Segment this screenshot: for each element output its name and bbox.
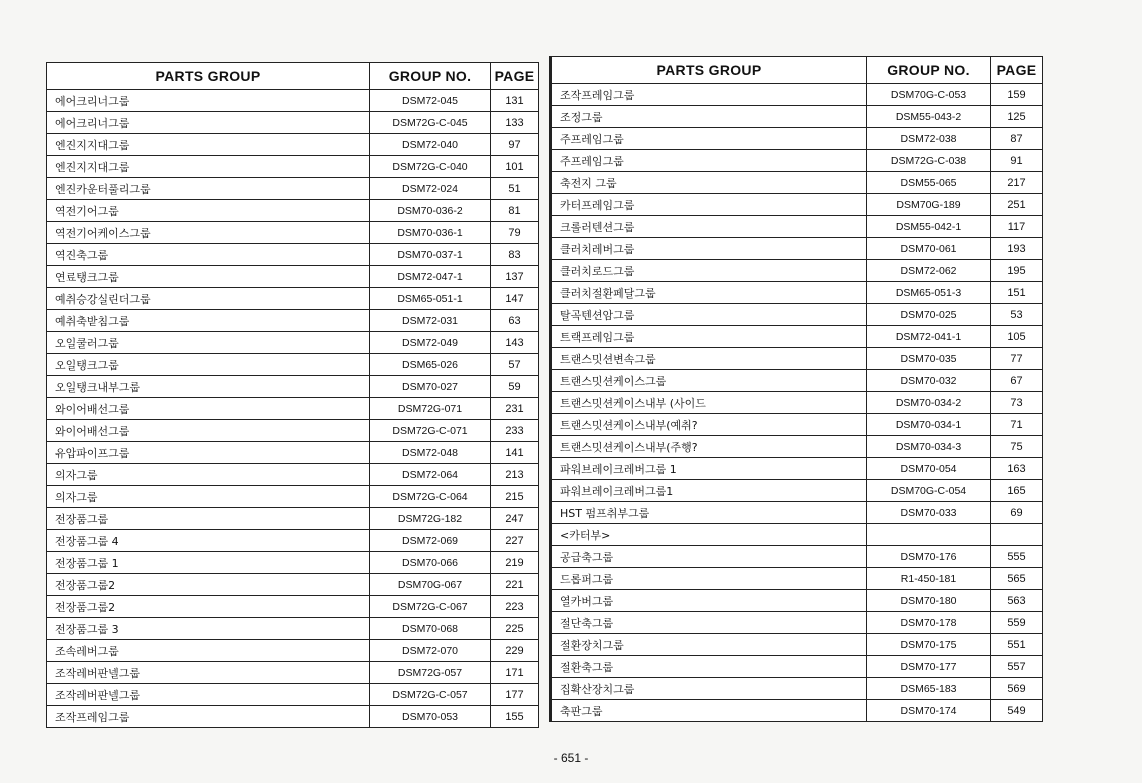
group-no-cell: DSM72G-071 bbox=[370, 398, 491, 420]
page-cell: 565 bbox=[991, 568, 1043, 590]
table-row bbox=[47, 442, 539, 464]
table-row bbox=[47, 530, 539, 552]
parts-group-cell: 전장품그룹 3 bbox=[47, 618, 370, 640]
page-cell: 117 bbox=[991, 216, 1043, 238]
parts-group-cell: 축판그룹 bbox=[551, 700, 867, 722]
group-no-cell: DSM70-053 bbox=[370, 706, 491, 728]
table-row bbox=[551, 458, 1043, 480]
group-no-cell: DSM65-026 bbox=[370, 354, 491, 376]
parts-group-cell: 조작프레임그룹 bbox=[551, 84, 867, 106]
page-cell: 247 bbox=[491, 508, 539, 530]
parts-group-cell: 주프레임그룹 bbox=[551, 128, 867, 150]
page-cell: 97 bbox=[491, 134, 539, 156]
table-row bbox=[47, 662, 539, 684]
parts-group-cell: 엔진지지대그룹 bbox=[47, 134, 370, 156]
parts-group-cell: 절환축그룹 bbox=[551, 656, 867, 678]
parts-group-cell: 엔진카운터풀리그룹 bbox=[47, 178, 370, 200]
page-cell: 69 bbox=[991, 502, 1043, 524]
parts-group-cell: 클러치절환페달그룹 bbox=[551, 282, 867, 304]
parts-group-cell: HST 펌프취부그룹 bbox=[551, 502, 867, 524]
page-cell: 141 bbox=[491, 442, 539, 464]
parts-group-cell: 오일탱크그룹 bbox=[47, 354, 370, 376]
parts-group-cell: 드롭퍼그룹 bbox=[551, 568, 867, 590]
parts-group-cell: 트랜스밋션케이스내부(예취? bbox=[551, 414, 867, 436]
page-cell: 557 bbox=[991, 656, 1043, 678]
parts-group-cell: 파워브레이크레버그룹1 bbox=[551, 480, 867, 502]
table-row bbox=[551, 590, 1043, 612]
parts-group-cell: 의자그룹 bbox=[47, 464, 370, 486]
page-cell: 213 bbox=[491, 464, 539, 486]
group-no-cell: DSM70-032 bbox=[867, 370, 991, 392]
table-body bbox=[551, 84, 1043, 722]
group-no-cell: DSM70-036-1 bbox=[370, 222, 491, 244]
table-row bbox=[47, 310, 539, 332]
table-row bbox=[551, 656, 1043, 678]
group-no-cell: DSM72-069 bbox=[370, 530, 491, 552]
page-cell: 101 bbox=[491, 156, 539, 178]
table-row bbox=[47, 266, 539, 288]
group-no-cell: DSM72G-C-067 bbox=[370, 596, 491, 618]
group-no-cell: DSM72-070 bbox=[370, 640, 491, 662]
table-row bbox=[47, 112, 539, 134]
table-row bbox=[551, 194, 1043, 216]
parts-group-cell: 트랜스밋션케이스내부(주행? bbox=[551, 436, 867, 458]
group-no-cell: DSM70-176 bbox=[867, 546, 991, 568]
table-row bbox=[47, 596, 539, 618]
group-no-cell: DSM72-040 bbox=[370, 134, 491, 156]
parts-group-cell: 카터프레임그룹 bbox=[551, 194, 867, 216]
group-no-cell: DSM72-041-1 bbox=[867, 326, 991, 348]
parts-group-cell: 와이어배선그룹 bbox=[47, 420, 370, 442]
group-no-cell: DSM72-062 bbox=[867, 260, 991, 282]
group-no-cell bbox=[867, 524, 991, 546]
page-cell: 155 bbox=[491, 706, 539, 728]
page-cell: 51 bbox=[491, 178, 539, 200]
group-no-cell: DSM70-177 bbox=[867, 656, 991, 678]
page-cell: 217 bbox=[991, 172, 1043, 194]
page-cell: 83 bbox=[491, 244, 539, 266]
page-cell: 159 bbox=[991, 84, 1043, 106]
table-row bbox=[551, 106, 1043, 128]
group-no-cell: DSM70-175 bbox=[867, 634, 991, 656]
table-row bbox=[551, 216, 1043, 238]
table-row bbox=[551, 480, 1043, 502]
table-row bbox=[551, 502, 1043, 524]
table-row bbox=[47, 288, 539, 310]
parts-group-cell: 연료탱크그룹 bbox=[47, 266, 370, 288]
page-cell: 125 bbox=[991, 106, 1043, 128]
group-no-cell: DSM70-178 bbox=[867, 612, 991, 634]
group-no-cell: DSM70-068 bbox=[370, 618, 491, 640]
group-no-cell: DSM70G-C-054 bbox=[867, 480, 991, 502]
page-cell: 569 bbox=[991, 678, 1043, 700]
group-no-cell: DSM55-065 bbox=[867, 172, 991, 194]
page-cell: 79 bbox=[491, 222, 539, 244]
table-row bbox=[551, 128, 1043, 150]
parts-group-cell: 트랙프레임그룹 bbox=[551, 326, 867, 348]
group-no-cell: DSM70-027 bbox=[370, 376, 491, 398]
page-cell: 171 bbox=[491, 662, 539, 684]
table-row bbox=[47, 200, 539, 222]
table-row bbox=[551, 172, 1043, 194]
parts-group-cell: 오일탱크내부그룹 bbox=[47, 376, 370, 398]
parts-group-cell: 역진축그룹 bbox=[47, 244, 370, 266]
page-cell: 227 bbox=[491, 530, 539, 552]
table-row bbox=[551, 436, 1043, 458]
group-no-cell: DSM70G-067 bbox=[370, 574, 491, 596]
table-row bbox=[551, 370, 1043, 392]
table-row bbox=[551, 282, 1043, 304]
page-cell: 215 bbox=[491, 486, 539, 508]
page-cell: 67 bbox=[991, 370, 1043, 392]
page-cell: 87 bbox=[991, 128, 1043, 150]
page-cell: 133 bbox=[491, 112, 539, 134]
group-no-cell: DSM70-033 bbox=[867, 502, 991, 524]
group-no-cell: DSM72-064 bbox=[370, 464, 491, 486]
group-no-cell: DSM70-054 bbox=[867, 458, 991, 480]
parts-group-cell: 절환장치그룹 bbox=[551, 634, 867, 656]
parts-group-cell: 와이어배선그룹 bbox=[47, 398, 370, 420]
page-cell: 81 bbox=[491, 200, 539, 222]
table-header bbox=[47, 63, 539, 90]
table-row bbox=[47, 464, 539, 486]
parts-group-cell: 유압파이프그룹 bbox=[47, 442, 370, 464]
page-cell: 147 bbox=[491, 288, 539, 310]
page-cell: 165 bbox=[991, 480, 1043, 502]
group-no-cell: DSM70-034-2 bbox=[867, 392, 991, 414]
parts-group-cell: 트랜스밋션케이스그룹 bbox=[551, 370, 867, 392]
parts-group-cell: <카터부> bbox=[551, 524, 867, 546]
parts-group-cell: 공급축그룹 bbox=[551, 546, 867, 568]
parts-group-cell: 역전기어그룹 bbox=[47, 200, 370, 222]
page-cell: 137 bbox=[491, 266, 539, 288]
parts-group-cell: 전장품그룹2 bbox=[47, 574, 370, 596]
table-row bbox=[551, 700, 1043, 722]
page-cell: 219 bbox=[491, 552, 539, 574]
page-cell: 71 bbox=[991, 414, 1043, 436]
page-cell: 57 bbox=[491, 354, 539, 376]
table-row bbox=[551, 414, 1043, 436]
table-row bbox=[551, 546, 1043, 568]
group-no-cell: DSM70G-C-053 bbox=[867, 84, 991, 106]
page-cell: 225 bbox=[491, 618, 539, 640]
page-cell: 229 bbox=[491, 640, 539, 662]
header-parts-group: PARTS GROUP bbox=[551, 57, 867, 84]
page-cell: 59 bbox=[491, 376, 539, 398]
table-row bbox=[551, 568, 1043, 590]
table-row bbox=[47, 134, 539, 156]
table-row bbox=[47, 706, 539, 728]
header-page: PAGE bbox=[491, 63, 539, 90]
parts-group-cell: 열카버그룹 bbox=[551, 590, 867, 612]
table-row bbox=[47, 156, 539, 178]
page-cell: 177 bbox=[491, 684, 539, 706]
parts-group-cell: 파워브레이크레버그룹 1 bbox=[551, 458, 867, 480]
parts-group-cell: 조작레버판넬그룹 bbox=[47, 662, 370, 684]
group-no-cell: DSM70-180 bbox=[867, 590, 991, 612]
table-body bbox=[47, 90, 539, 728]
table-row bbox=[551, 238, 1043, 260]
table-row bbox=[551, 524, 1043, 546]
parts-group-cell: 클러치레버그룹 bbox=[551, 238, 867, 260]
table-row bbox=[551, 678, 1043, 700]
parts-group-cell: 조작레버판넬그룹 bbox=[47, 684, 370, 706]
parts-group-cell: 전장품그룹 bbox=[47, 508, 370, 530]
table-row bbox=[551, 260, 1043, 282]
group-no-cell: DSM72G-C-045 bbox=[370, 112, 491, 134]
table-row bbox=[47, 354, 539, 376]
page-cell: 233 bbox=[491, 420, 539, 442]
group-no-cell: DSM55-043-2 bbox=[867, 106, 991, 128]
parts-group-cell: 전장품그룹2 bbox=[47, 596, 370, 618]
page-cell: 91 bbox=[991, 150, 1043, 172]
group-no-cell: DSM72G-057 bbox=[370, 662, 491, 684]
header-page: PAGE bbox=[991, 57, 1043, 84]
table-row bbox=[47, 332, 539, 354]
group-no-cell: DSM72G-C-064 bbox=[370, 486, 491, 508]
group-no-cell: DSM70-174 bbox=[867, 700, 991, 722]
parts-table-left bbox=[46, 62, 539, 728]
page-cell: 195 bbox=[991, 260, 1043, 282]
page-cell: 251 bbox=[991, 194, 1043, 216]
group-no-cell: DSM72-048 bbox=[370, 442, 491, 464]
parts-group-cell: 의자그룹 bbox=[47, 486, 370, 508]
parts-group-cell: 절단축그룹 bbox=[551, 612, 867, 634]
group-no-cell: DSM70-025 bbox=[867, 304, 991, 326]
parts-group-cell: 엔진지지대그룹 bbox=[47, 156, 370, 178]
parts-table-right bbox=[549, 56, 1043, 722]
parts-group-cell: 역전기어케이스그룹 bbox=[47, 222, 370, 244]
page-cell: 221 bbox=[491, 574, 539, 596]
table-row bbox=[47, 244, 539, 266]
group-no-cell: DSM72G-C-038 bbox=[867, 150, 991, 172]
parts-group-cell: 트랜스밋션케이스내부 (사이드 bbox=[551, 392, 867, 414]
group-no-cell: DSM70-061 bbox=[867, 238, 991, 260]
parts-group-cell: 클러치로드그룹 bbox=[551, 260, 867, 282]
table-row bbox=[47, 618, 539, 640]
table-row bbox=[47, 508, 539, 530]
parts-group-cell: 조속레버그룹 bbox=[47, 640, 370, 662]
group-no-cell: R1-450-181 bbox=[867, 568, 991, 590]
table-row bbox=[551, 634, 1043, 656]
parts-group-cell: 조정그룹 bbox=[551, 106, 867, 128]
parts-group-cell: 탈곡텐션암그룹 bbox=[551, 304, 867, 326]
parts-group-cell: 에어크리너그룹 bbox=[47, 90, 370, 112]
parts-group-cell: 전장품그룹 1 bbox=[47, 552, 370, 574]
group-no-cell: DSM72-047-1 bbox=[370, 266, 491, 288]
group-no-cell: DSM70-036-2 bbox=[370, 200, 491, 222]
parts-group-cell: 크롤러텐션그룹 bbox=[551, 216, 867, 238]
table-row bbox=[551, 348, 1043, 370]
page-cell: 53 bbox=[991, 304, 1043, 326]
group-no-cell: DSM70-035 bbox=[867, 348, 991, 370]
table-row bbox=[551, 326, 1043, 348]
page-cell: 549 bbox=[991, 700, 1043, 722]
parts-group-cell: 조작프레임그룹 bbox=[47, 706, 370, 728]
group-no-cell: DSM55-042-1 bbox=[867, 216, 991, 238]
page-cell: 193 bbox=[991, 238, 1043, 260]
page-cell: 77 bbox=[991, 348, 1043, 370]
page-cell: 231 bbox=[491, 398, 539, 420]
page-cell: 143 bbox=[491, 332, 539, 354]
table-row bbox=[47, 222, 539, 244]
table-row bbox=[47, 178, 539, 200]
table-row bbox=[47, 574, 539, 596]
group-no-cell: DSM70-034-1 bbox=[867, 414, 991, 436]
group-no-cell: DSM72-024 bbox=[370, 178, 491, 200]
page-cell: 75 bbox=[991, 436, 1043, 458]
group-no-cell: DSM72-038 bbox=[867, 128, 991, 150]
parts-group-cell: 예취축받침그룹 bbox=[47, 310, 370, 332]
parts-group-cell: 트랜스밋션변속그룹 bbox=[551, 348, 867, 370]
page-cell: 131 bbox=[491, 90, 539, 112]
page-number: - 651 - bbox=[553, 751, 589, 765]
table-row bbox=[47, 552, 539, 574]
group-no-cell: DSM72-049 bbox=[370, 332, 491, 354]
page-cell: 555 bbox=[991, 546, 1043, 568]
group-no-cell: DSM72G-C-040 bbox=[370, 156, 491, 178]
header-group-no: GROUP NO. bbox=[370, 63, 491, 90]
parts-group-cell: 예취승강실린더그룹 bbox=[47, 288, 370, 310]
page-cell: 559 bbox=[991, 612, 1043, 634]
table-row bbox=[551, 304, 1043, 326]
parts-group-cell: 에어크리너그룹 bbox=[47, 112, 370, 134]
page-cell: 163 bbox=[991, 458, 1043, 480]
table-row bbox=[47, 420, 539, 442]
page-cell: 73 bbox=[991, 392, 1043, 414]
group-no-cell: DSM65-051-1 bbox=[370, 288, 491, 310]
group-no-cell: DSM72G-182 bbox=[370, 508, 491, 530]
page-cell: 105 bbox=[991, 326, 1043, 348]
table-row bbox=[551, 84, 1043, 106]
group-no-cell: DSM70-034-3 bbox=[867, 436, 991, 458]
table-row bbox=[47, 486, 539, 508]
table-row bbox=[551, 612, 1043, 634]
header-group-no: GROUP NO. bbox=[867, 57, 991, 84]
header-parts-group: PARTS GROUP bbox=[47, 63, 370, 90]
group-no-cell: DSM65-183 bbox=[867, 678, 991, 700]
page-cell: 551 bbox=[991, 634, 1043, 656]
parts-group-cell: 집확산장치그룹 bbox=[551, 678, 867, 700]
table-row bbox=[47, 376, 539, 398]
parts-group-cell: 전장품그룹 4 bbox=[47, 530, 370, 552]
page-cell: 63 bbox=[491, 310, 539, 332]
group-no-cell: DSM72G-C-071 bbox=[370, 420, 491, 442]
group-no-cell: DSM65-051-3 bbox=[867, 282, 991, 304]
table-row bbox=[47, 684, 539, 706]
table-row bbox=[47, 640, 539, 662]
page-cell: 563 bbox=[991, 590, 1043, 612]
group-no-cell: DSM70-066 bbox=[370, 552, 491, 574]
table-row bbox=[47, 398, 539, 420]
table-row bbox=[551, 150, 1043, 172]
group-no-cell: DSM70G-189 bbox=[867, 194, 991, 216]
parts-group-cell: 축전지 그룹 bbox=[551, 172, 867, 194]
parts-group-cell: 주프레임그룹 bbox=[551, 150, 867, 172]
table-header bbox=[551, 57, 1043, 84]
page-cell: 223 bbox=[491, 596, 539, 618]
group-no-cell: DSM72G-C-057 bbox=[370, 684, 491, 706]
group-no-cell: DSM70-037-1 bbox=[370, 244, 491, 266]
page-cell bbox=[991, 524, 1043, 546]
table-row bbox=[551, 392, 1043, 414]
group-no-cell: DSM72-031 bbox=[370, 310, 491, 332]
page-cell: 151 bbox=[991, 282, 1043, 304]
group-no-cell: DSM72-045 bbox=[370, 90, 491, 112]
parts-group-cell: 오일쿨러그룹 bbox=[47, 332, 370, 354]
table-row bbox=[47, 90, 539, 112]
